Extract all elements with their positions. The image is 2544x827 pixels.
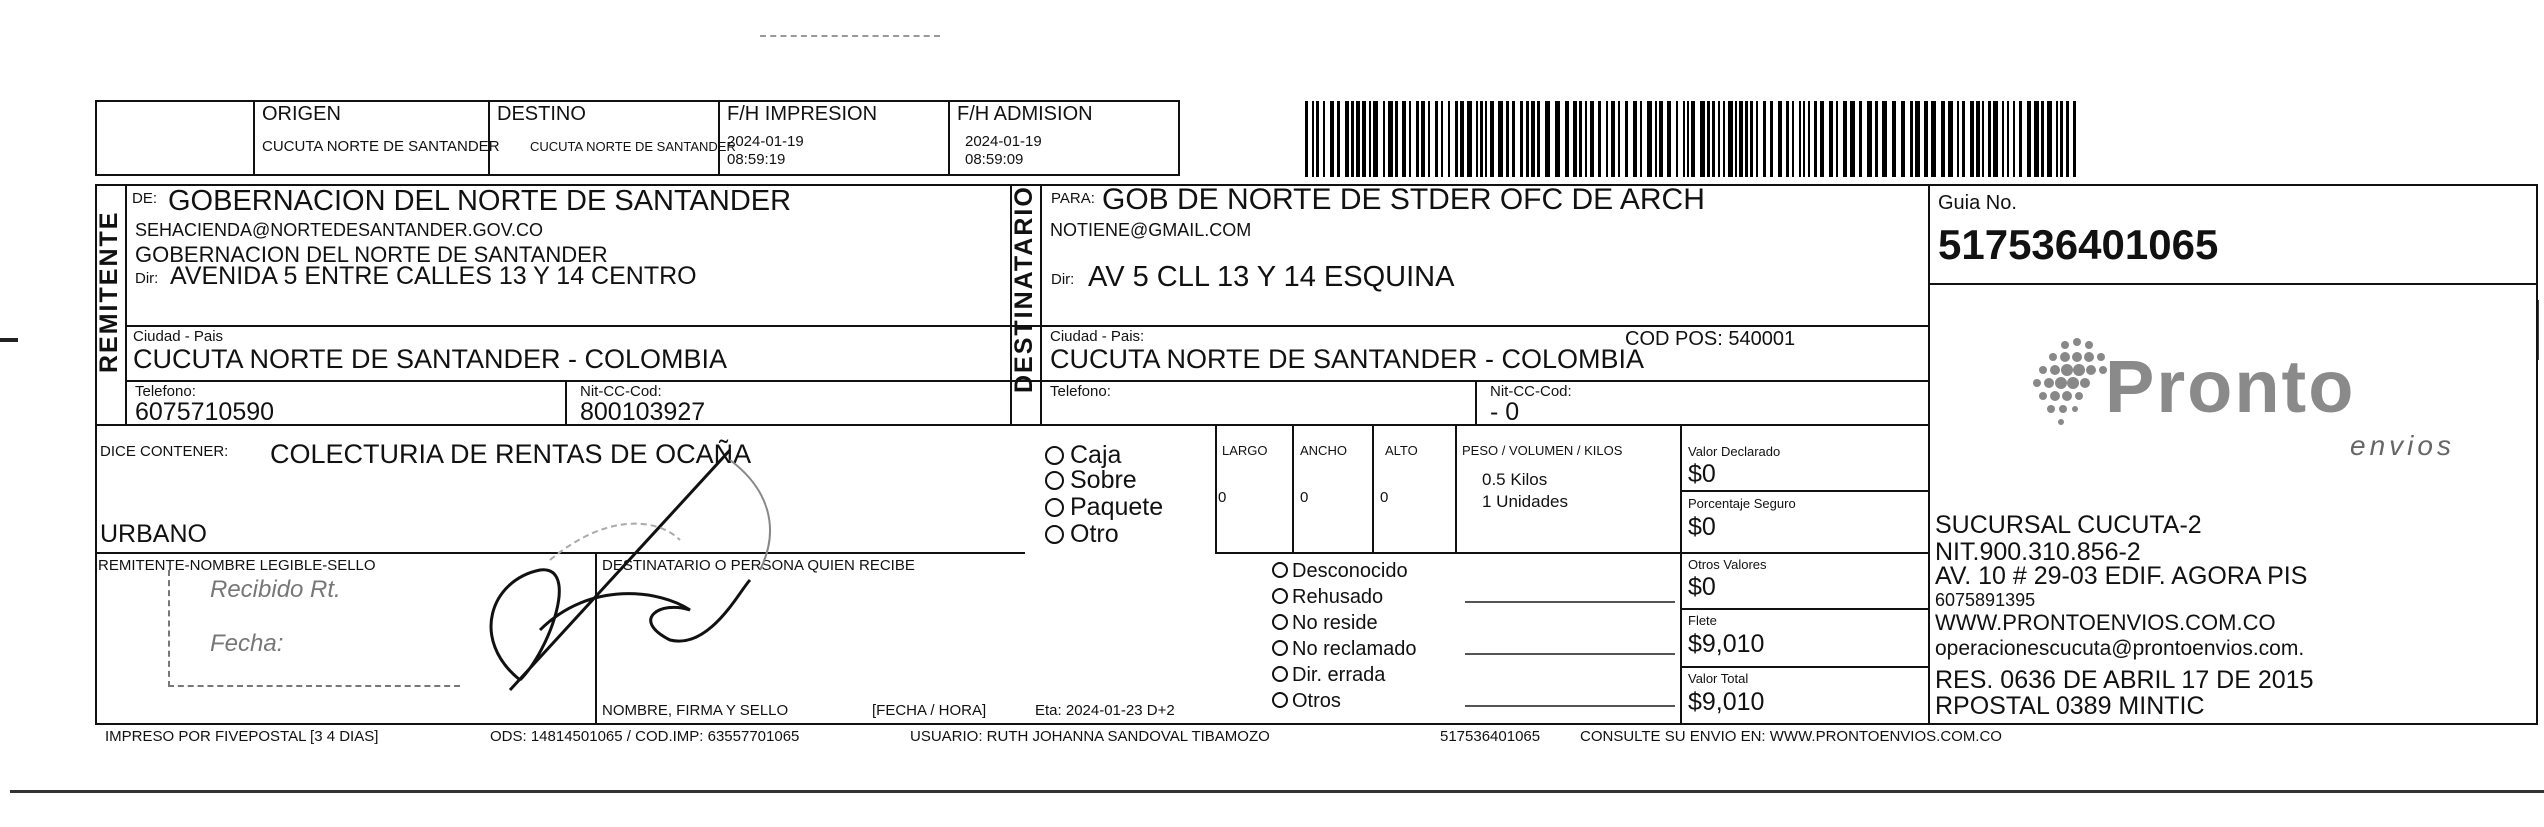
fh-admision-label: F/H ADMISION <box>957 103 1093 125</box>
destino-value: CUCUTA NORTE DE SANTANDER <box>530 139 736 154</box>
remitente-telefono: 6075710590 <box>135 398 275 426</box>
valor-div-3 <box>1680 608 1930 610</box>
nombre-firma-label: NOMBRE, FIRMA Y SELLO <box>602 702 789 719</box>
remitente-nit: 800103927 <box>580 398 706 426</box>
unidades-value: 1 Unidades <box>1482 492 1569 511</box>
footer-consulte: CONSULTE SU ENVIO EN: WWW.PRONTOENVIOS.COM.CO <box>1580 728 2002 745</box>
alto-value: 0 <box>1380 489 1389 506</box>
remitente-ciudad: CUCUTA NORTE DE SANTANDER - COLOMBIA <box>133 344 728 374</box>
valor-declarado-label: Valor Declarado <box>1688 444 1781 459</box>
valor-div-1 <box>1680 490 1930 492</box>
remitente-email: SEHACIENDA@NORTEDESANTANDER.GOV.CO <box>135 220 544 240</box>
contenido-divider <box>95 424 1930 426</box>
empaque-paquete-label: Paquete <box>1070 493 1164 521</box>
devolucion-no-reside[interactable] <box>1272 613 1378 633</box>
scan-bottom-line <box>10 790 2544 793</box>
radio-empty-icon <box>1045 446 1064 465</box>
devolucion-no-reside-label: No reside <box>1292 612 1378 634</box>
remitente-direccion: AVENIDA 5 ENTRE CALLES 13 Y 14 CENTRO <box>170 262 697 290</box>
devolucion-dir-errada[interactable] <box>1272 665 1385 685</box>
radio-empty-icon <box>1272 588 1288 604</box>
header-empty-cell <box>95 100 255 176</box>
sucursal-line1: SUCURSAL CUCUTA-2 <box>1935 511 2202 539</box>
devolucion-line-5 <box>1465 705 1575 707</box>
scan-mark-top <box>760 35 940 37</box>
empaque-sobre-label: Sobre <box>1070 466 1137 494</box>
contenido-value: COLECTURIA DE RENTAS DE OCAÑA <box>270 439 752 469</box>
empaque-caja[interactable] <box>1045 443 1121 468</box>
largo-label: LARGO <box>1222 443 1268 458</box>
devolucion-line-4 <box>1565 653 1675 655</box>
radio-empty-icon <box>1272 614 1288 630</box>
remitente-firma-label: REMITENTE-NOMBRE LEGIBLE-SELLO <box>98 557 376 574</box>
destinatario-nit-label: Nit-CC-Cod: <box>1490 383 1572 400</box>
pronto-logo <box>2010 320 2490 470</box>
destino-label: DESTINO <box>497 103 586 125</box>
devolucion-no-reclamado[interactable] <box>1272 639 1417 659</box>
footer-guia: 517536401065 <box>1440 728 1541 745</box>
logo-sub: envios <box>2350 430 2455 461</box>
fecha-hora-label: [FECHA / HORA] <box>872 702 987 719</box>
sucursal-line3: AV. 10 # 29-03 EDIF. AGORA PIS <box>1935 562 2308 590</box>
sucursal-line8: RPOSTAL 0389 MINTIC <box>1935 692 2205 720</box>
largo-value: 0 <box>1218 489 1227 506</box>
contenido-tipo: URBANO <box>100 520 207 548</box>
scan-mark-left <box>0 338 18 342</box>
valor-div-4 <box>1680 666 1930 668</box>
destinatario-section-label: DESTINATARIO <box>1010 185 1038 393</box>
footer-impreso: IMPRESO POR FIVEPOSTAL [3 4 DIAS] <box>105 728 379 745</box>
devolucion-line-6 <box>1565 705 1675 707</box>
dims-left-divider <box>1215 424 1217 552</box>
peso-label: PESO / VOLUMEN / KILOS <box>1462 443 1623 458</box>
devolucion-rehusado-label: Rehusado <box>1292 586 1384 608</box>
devolucion-line-2 <box>1565 601 1675 603</box>
destinatario-section-divider <box>1040 184 1042 424</box>
seguro-label: Porcentaje Seguro <box>1688 496 1796 511</box>
valor-total: $9,010 <box>1688 688 1765 716</box>
remitente-section-divider <box>125 184 127 424</box>
radio-empty-icon <box>1045 525 1064 544</box>
destinatario-nit: - 0 <box>1490 398 1520 426</box>
origen-value: CUCUTA NORTE DE SANTANDER <box>262 138 500 155</box>
remitente-nombre: GOBERNACION DEL NORTE DE SANTANDER <box>168 185 792 217</box>
destinatario-dir-label: Dir: <box>1051 271 1075 288</box>
alto-label: ALTO <box>1385 443 1418 458</box>
remitente-nombre2: GOBERNACION DEL NORTE DE SANTANDER <box>135 242 608 267</box>
empaque-otro-label: Otro <box>1070 520 1119 548</box>
recibido-stamp <box>168 570 460 687</box>
logo-brand: Pronto <box>2105 345 2356 428</box>
empaque-caja-label: Caja <box>1070 441 1122 469</box>
devolucion-dir-errada-label: Dir. errada <box>1292 664 1386 686</box>
remitente-dir-label: Dir: <box>135 270 159 287</box>
sucursal-line2: NIT.900.310.856-2 <box>1935 538 2141 566</box>
dims-ancho-divider <box>1372 424 1374 552</box>
devolucion-otros[interactable] <box>1272 691 1341 711</box>
peso-divider <box>1680 424 1682 725</box>
sucursal-line5: WWW.PRONTOENVIOS.COM.CO <box>1935 610 2276 635</box>
destinatario-telefono-label: Telefono: <box>1050 383 1111 400</box>
destinatario-direccion: AV 5 CLL 13 Y 14 ESQUINA <box>1088 261 1455 293</box>
footer-usuario: USUARIO: RUTH JOHANNA SANDOVAL TIBAMOZO <box>910 728 1270 745</box>
radio-empty-icon <box>1045 498 1064 517</box>
stamp-line1: Recibido Rt. <box>210 576 341 603</box>
devolucion-line-1 <box>1465 601 1575 603</box>
empaque-sobre[interactable] <box>1045 468 1137 493</box>
devolucion-desconocido-label: Desconocido <box>1292 560 1408 582</box>
ancho-value: 0 <box>1300 489 1309 506</box>
footer-ods: ODS: 14814501065 / COD.IMP: 63557701065 <box>490 728 800 745</box>
fh-admision-date: 2024-01-19 <box>965 133 1042 150</box>
devolucion-no-reclamado-label: No reclamado <box>1292 638 1417 660</box>
eta-label: Eta: 2024-01-23 D+2 <box>1035 702 1175 719</box>
destinatario-cod-pos: COD POS: 540001 <box>1625 328 1796 350</box>
destinatario-nit-divider <box>1475 380 1477 424</box>
peso-value: 0.5 Kilos <box>1482 470 1548 489</box>
destinatario-ciudad-label: Ciudad - Pais: <box>1050 328 1145 345</box>
ancho-label: ANCHO <box>1300 443 1347 458</box>
dims-bottom-divider <box>1215 552 1680 554</box>
fh-impresion-label: F/H IMPRESION <box>727 103 878 125</box>
barcode <box>1305 101 2080 177</box>
seguro-value: $0 <box>1688 513 1716 541</box>
otros-valores-label: Otros Valores <box>1688 557 1767 572</box>
sucursal-line7: RES. 0636 DE ABRIL 17 DE 2015 <box>1935 666 2314 694</box>
radio-empty-icon <box>1272 692 1288 708</box>
sucursal-line4: 6075891395 <box>1935 590 2036 610</box>
radio-empty-icon <box>1272 562 1288 578</box>
devolucion-rehusado[interactable] <box>1272 587 1383 607</box>
destinatario-ciudad: CUCUTA NORTE DE SANTANDER - COLOMBIA <box>1050 344 1645 374</box>
valor-declarado: $0 <box>1688 460 1716 488</box>
contenido-label: DICE CONTENER: <box>100 443 229 460</box>
dims-alto-divider <box>1455 424 1457 552</box>
remitente-telefono-label: Telefono: <box>135 383 196 400</box>
guia-number: 517536401065 <box>1938 221 2219 268</box>
signature-scribble <box>430 450 950 710</box>
guia-label: Guia No. <box>1938 192 2017 214</box>
remitente-section-label: REMITENTE <box>95 210 123 373</box>
devolucion-line-3 <box>1465 653 1575 655</box>
fh-admision-time: 08:59:09 <box>965 151 1024 168</box>
fh-impresion-time: 08:59:19 <box>727 151 786 168</box>
remitente-de-label: DE: <box>132 190 158 207</box>
destinatario-para-label: PARA: <box>1051 190 1095 207</box>
radio-empty-icon <box>1272 666 1288 682</box>
devolucion-desconocido[interactable] <box>1272 561 1408 581</box>
remitente-ciudad-label: Ciudad - Pais <box>133 328 224 345</box>
valor-total-label: Valor Total <box>1688 671 1749 686</box>
empaque-otro[interactable] <box>1045 522 1119 547</box>
sucursal-line6: operacionescucuta@prontoenvios.com. <box>1935 637 2305 660</box>
flete-value: $9,010 <box>1688 630 1765 658</box>
radio-empty-icon <box>1272 640 1288 656</box>
fh-impresion-date: 2024-01-19 <box>727 133 804 150</box>
devolucion-otros-label: Otros <box>1292 690 1341 712</box>
remitente-nit-label: Nit-CC-Cod: <box>580 383 662 400</box>
empaque-paquete[interactable] <box>1045 495 1163 520</box>
dims-largo-divider <box>1292 424 1294 552</box>
valor-div-2 <box>1680 552 1930 554</box>
flete-label: Flete <box>1688 613 1717 628</box>
origen-label: ORIGEN <box>262 103 341 125</box>
destinatario-email: NOTIENE@GMAIL.COM <box>1050 220 1252 240</box>
otros-valores: $0 <box>1688 573 1716 601</box>
remitente-nit-divider <box>565 380 567 424</box>
stamp-line2: Fecha: <box>210 630 284 657</box>
destinatario-nombre: GOB DE NORTE DE STDER OFC DE ARCH <box>1102 183 1705 216</box>
destinatario-firma-label: DESTINATARIO O PERSONA QUIEN RECIBE <box>602 557 915 574</box>
radio-empty-icon <box>1045 471 1064 490</box>
